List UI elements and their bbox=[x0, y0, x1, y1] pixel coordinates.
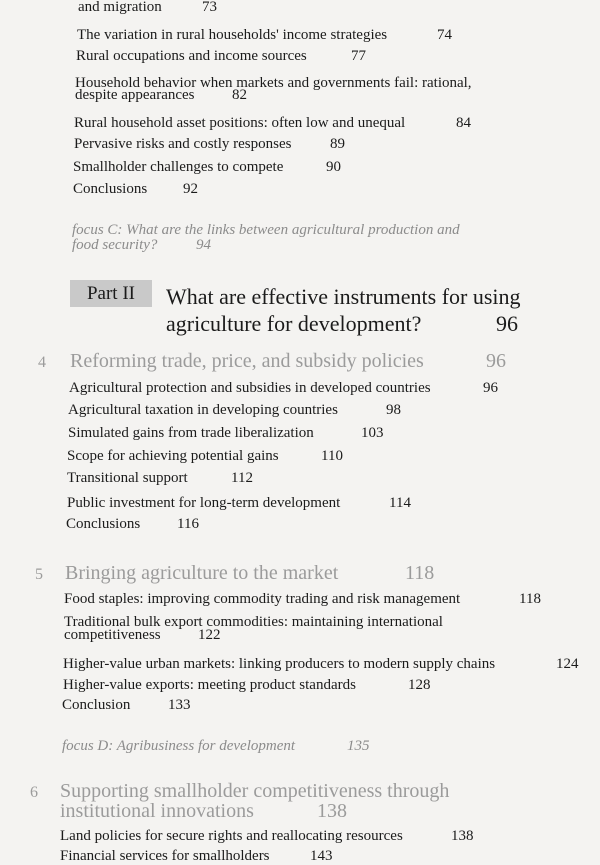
chapter-page: 138 bbox=[317, 800, 347, 822]
entry-page: 138 bbox=[451, 828, 474, 844]
toc-entry[interactable] bbox=[74, 114, 471, 132]
entry-title: Rural household asset positions: often low and unequal bbox=[74, 115, 406, 131]
entry-page: 98 bbox=[386, 402, 401, 418]
chapter-6-heading-cont[interactable] bbox=[60, 800, 347, 822]
entry-title: The variation in rural households' income strategies bbox=[77, 27, 388, 43]
toc-entry[interactable] bbox=[74, 135, 345, 153]
entry-page: 116 bbox=[177, 516, 199, 532]
part-title[interactable] bbox=[166, 283, 521, 337]
part-page: 96 bbox=[496, 311, 518, 336]
chapter-number: 4 bbox=[38, 354, 46, 371]
toc-entry[interactable] bbox=[69, 379, 498, 397]
entry-page: 96 bbox=[483, 380, 498, 396]
entry-page: 94 bbox=[196, 237, 211, 253]
entry-page: 124 bbox=[556, 656, 579, 672]
entry-title: Household behavior when markets and governments fail: rational, bbox=[75, 75, 472, 91]
chapter-title-line2: institutional innovations bbox=[60, 800, 254, 822]
entry-title: Financial services for smallholders bbox=[60, 848, 270, 864]
entry-page: 92 bbox=[183, 181, 198, 197]
entry-page: 110 bbox=[321, 448, 343, 464]
entry-page: 114 bbox=[389, 495, 411, 511]
entry-page: 112 bbox=[231, 470, 253, 486]
entry-title: Public investment for long-term development bbox=[67, 495, 341, 511]
focus-d-entry[interactable] bbox=[62, 737, 370, 755]
toc-entry[interactable] bbox=[60, 827, 474, 845]
entry-page: 103 bbox=[361, 425, 384, 441]
entry-title: competitiveness bbox=[64, 627, 161, 643]
entry-title: Higher-value exports: meeting product standards bbox=[63, 677, 356, 693]
entry-title: Agricultural protection and subsidies in developed countries bbox=[69, 380, 431, 396]
entry-page: 73 bbox=[202, 0, 217, 15]
entry-title: Rural occupations and income sources bbox=[76, 48, 307, 64]
toc-entry[interactable] bbox=[64, 626, 221, 644]
chapter-page: 96 bbox=[486, 350, 506, 372]
toc-entry[interactable] bbox=[77, 26, 452, 44]
toc-entry[interactable] bbox=[66, 515, 199, 533]
entry-title: Conclusions bbox=[73, 181, 148, 197]
entry-title: Higher-value urban markets: linking producers to modern supply chains bbox=[63, 656, 496, 672]
entry-page: 135 bbox=[347, 738, 370, 754]
chapter-number: 5 bbox=[35, 566, 43, 583]
entry-title: Conclusions bbox=[66, 516, 141, 532]
toc-entry[interactable] bbox=[68, 401, 401, 419]
focus-c-entry-cont[interactable] bbox=[72, 236, 211, 254]
chapter-5-heading[interactable] bbox=[35, 562, 435, 584]
entry-page: 122 bbox=[198, 627, 221, 643]
toc-entry[interactable] bbox=[76, 47, 366, 65]
entry-page: 90 bbox=[326, 159, 341, 175]
entry-page: 74 bbox=[437, 27, 452, 43]
toc-entry[interactable] bbox=[64, 590, 541, 608]
entry-title: Food staples: improving commodity trading and risk management bbox=[64, 591, 461, 607]
toc-entry[interactable] bbox=[67, 447, 343, 465]
entry-title: Smallholder challenges to compete bbox=[73, 159, 284, 175]
focus-title: focus C: What are the links between agricultural production and bbox=[72, 222, 460, 238]
entry-page: 89 bbox=[330, 136, 345, 152]
chapter-number: 6 bbox=[30, 784, 38, 801]
entry-page: 133 bbox=[168, 697, 191, 713]
part-title-line2: agriculture for development? bbox=[166, 311, 422, 336]
toc-entry[interactable] bbox=[68, 424, 384, 442]
toc-entry[interactable] bbox=[78, 0, 217, 16]
toc-entry[interactable] bbox=[63, 676, 431, 694]
entry-title: Pervasive risks and costly responses bbox=[74, 136, 292, 152]
entry-title: Scope for achieving potential gains bbox=[67, 448, 279, 464]
entry-title: despite appearances bbox=[75, 87, 195, 103]
toc-entry[interactable] bbox=[60, 847, 333, 865]
chapter-title: Bringing agriculture to the market bbox=[65, 562, 339, 584]
focus-title: food security? bbox=[72, 237, 158, 253]
entry-page: 84 bbox=[456, 115, 471, 131]
chapter-6-heading[interactable] bbox=[30, 780, 450, 802]
entry-page: 118 bbox=[519, 591, 541, 607]
entry-page: 82 bbox=[232, 87, 247, 103]
entry-page: 143 bbox=[310, 848, 333, 864]
toc-entry[interactable] bbox=[73, 180, 198, 198]
chapter-4-heading[interactable] bbox=[38, 350, 506, 372]
part-badge: Part II bbox=[70, 280, 152, 307]
chapter-title: Reforming trade, price, and subsidy policies bbox=[70, 350, 424, 372]
toc-entry[interactable] bbox=[73, 158, 341, 176]
focus-title: focus D: Agribusiness for development bbox=[62, 738, 296, 754]
entry-title: Conclusion bbox=[62, 697, 131, 713]
part-title-line1: What are effective instruments for using bbox=[166, 284, 521, 309]
entry-title: Land policies for secure rights and reallocating resources bbox=[60, 828, 403, 844]
toc-entry[interactable] bbox=[67, 494, 411, 512]
entry-page: 77 bbox=[351, 48, 366, 64]
entry-title: Transitional support bbox=[67, 470, 188, 486]
entry-page: 128 bbox=[408, 677, 431, 693]
toc-entry[interactable] bbox=[75, 86, 247, 104]
part-title-line2-wrap bbox=[166, 310, 521, 337]
toc-entry[interactable] bbox=[67, 469, 253, 487]
entry-title: Agricultural taxation in developing countries bbox=[68, 402, 338, 418]
entry-title: Simulated gains from trade liberalization bbox=[68, 425, 314, 441]
entry-title: and migration bbox=[78, 0, 162, 15]
chapter-page: 118 bbox=[405, 562, 435, 584]
toc-entry[interactable] bbox=[63, 655, 579, 673]
chapter-title-line1: Supporting smallholder competitiveness through bbox=[60, 780, 450, 802]
entry-title: Traditional bulk export commodities: maintaining international bbox=[64, 614, 443, 630]
toc-entry[interactable] bbox=[62, 696, 191, 714]
